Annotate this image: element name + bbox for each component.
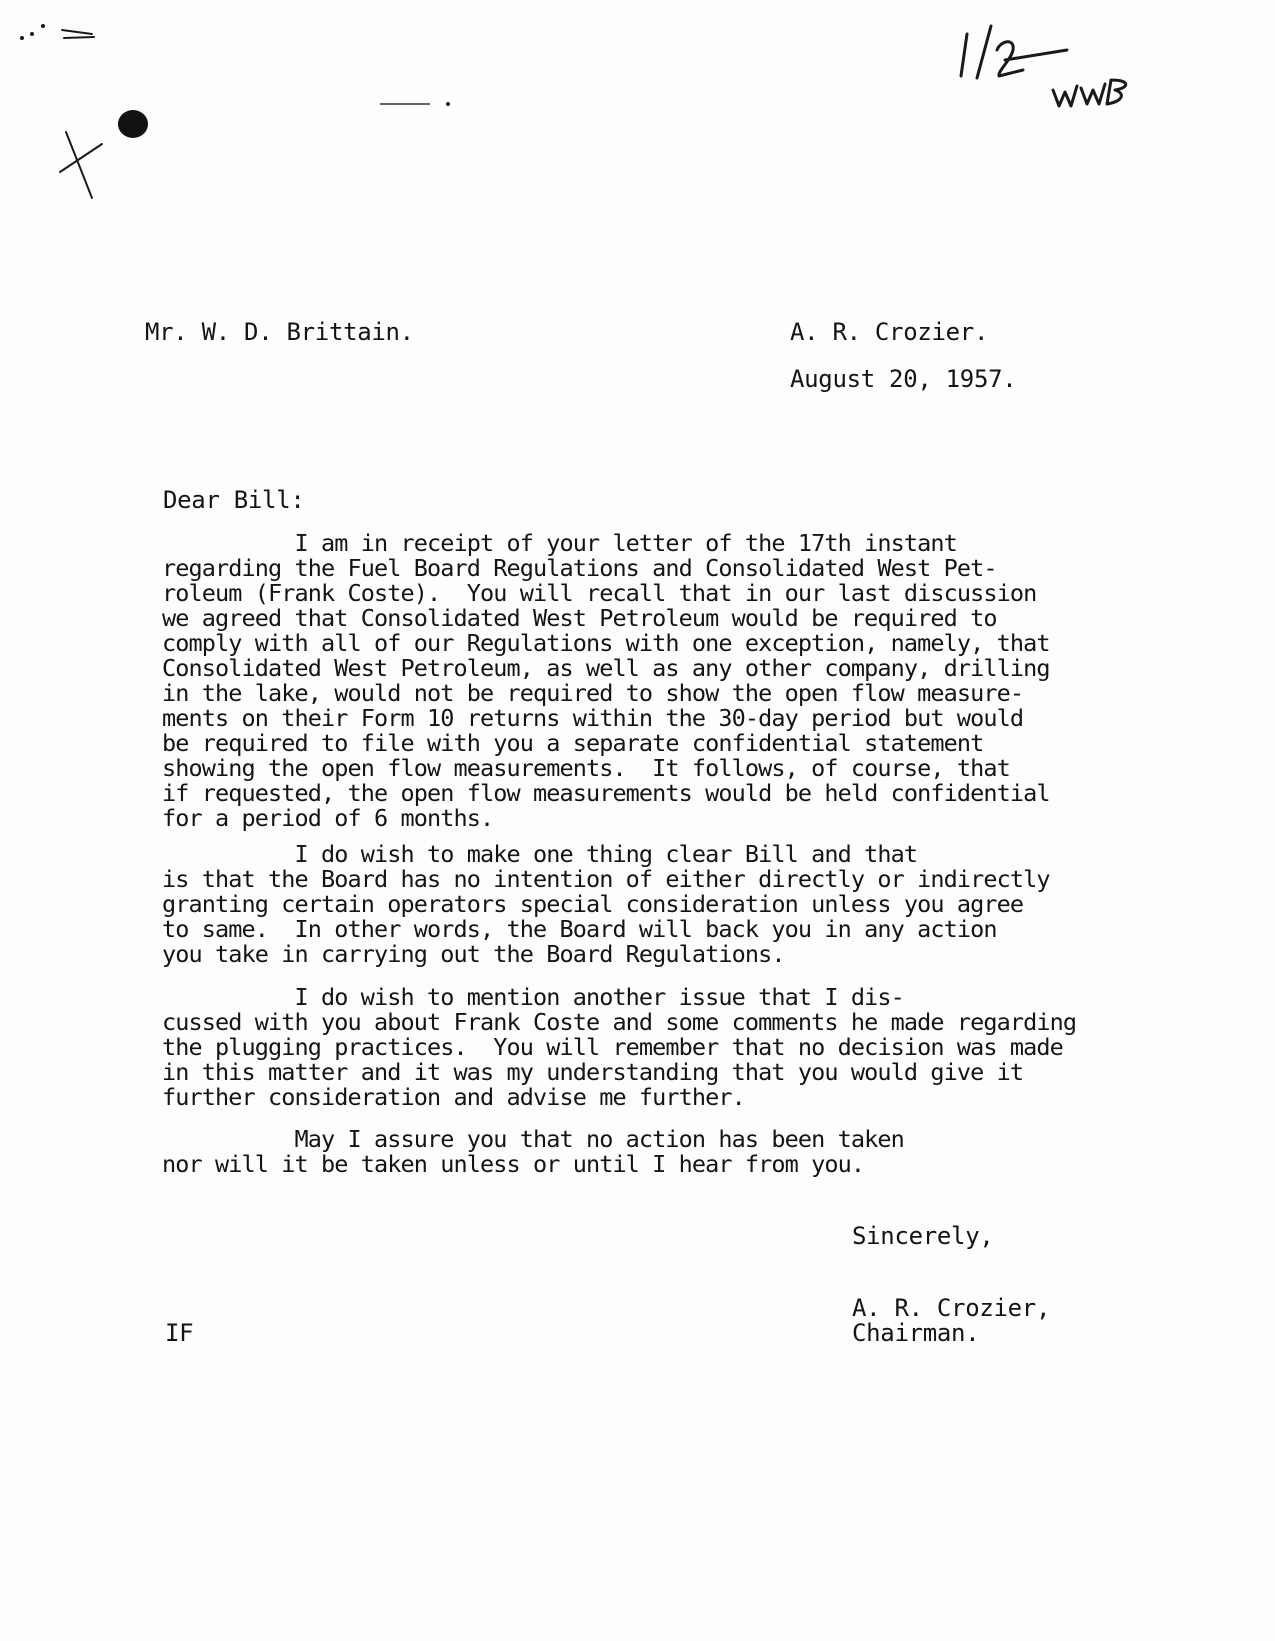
text-line: I am in receipt of your letter of the 17th instant — [162, 529, 957, 557]
body-paragraph-2 — [162, 842, 1050, 967]
typist-initials: IF — [165, 1319, 194, 1347]
text-line: ments on their Form 10 returns within the 30-day period but would — [162, 704, 1024, 732]
text-line: is that the Board has no intention of either directly or indirectly — [162, 865, 1050, 893]
body-paragraph-3 — [162, 985, 1076, 1110]
stray-dash — [378, 92, 458, 98]
text-line: nor will it be taken unless or until I hear from you. — [162, 1150, 865, 1178]
body-paragraph-1 — [162, 531, 1050, 831]
text-line: be required to file with you a separate confidential statement — [162, 729, 984, 757]
text-line: May I assure you that no action has been taken — [162, 1125, 904, 1153]
text-line: further consideration and advise me further. — [162, 1083, 745, 1111]
text-line: regarding the Fuel Board Regulations and Consolidated West Pet- — [162, 554, 997, 582]
text-line: you take in carrying out the Board Regulations. — [162, 940, 785, 968]
salutation: Dear Bill: — [163, 486, 305, 514]
text-line: to same. In other words, the Board will back you in any action — [162, 915, 997, 943]
text-line: I do wish to mention another issue that I dis- — [162, 983, 904, 1011]
text-line: if requested, the open flow measurements would be held confidential — [162, 779, 1050, 807]
handwritten-annotation — [955, 20, 1175, 110]
valediction: Sincerely, — [852, 1222, 994, 1250]
handwritten-annotation-drawing — [955, 20, 1175, 110]
text-line: in the lake, would not be required to show the open flow measure- — [162, 679, 1024, 707]
text-line: we agreed that Consolidated West Petroleum would be required to — [162, 604, 997, 632]
text-line: I do wish to make one thing clear Bill and that — [162, 840, 918, 868]
recipient-name: Mr. W. D. Brittain. — [145, 318, 414, 346]
text-line: for a period of 6 months. — [162, 804, 494, 832]
text-line: the plugging practices. You will remember that no decision was made — [162, 1033, 1063, 1061]
text-line: showing the open flow measurements. It follows, of course, that — [162, 754, 1010, 782]
text-line: comply with all of our Regulations with one exception, namely, that — [162, 629, 1050, 657]
text-line: granting certain operators special consideration unless you agree — [162, 890, 1024, 918]
text-line: roleum (Frank Coste). You will recall that in our last discussion — [162, 579, 1037, 607]
punch-hole-mark — [118, 110, 148, 138]
text-line: in this matter and it was my understanding that you would give it — [162, 1058, 1024, 1086]
sender-name: A. R. Crozier. — [790, 318, 989, 346]
stray-dash-drawing — [378, 101, 458, 107]
body-paragraph-4 — [162, 1127, 904, 1177]
text-line: Consolidated West Petroleum, as well as any other company, drilling — [162, 654, 1050, 682]
signatory-title: Chairman. — [852, 1319, 980, 1347]
text-line: cussed with you about Frank Coste and some comments he made regarding — [162, 1008, 1077, 1036]
signatory-name: A. R. Crozier, — [852, 1294, 1051, 1322]
letter-date: August 20, 1957. — [790, 365, 1017, 393]
